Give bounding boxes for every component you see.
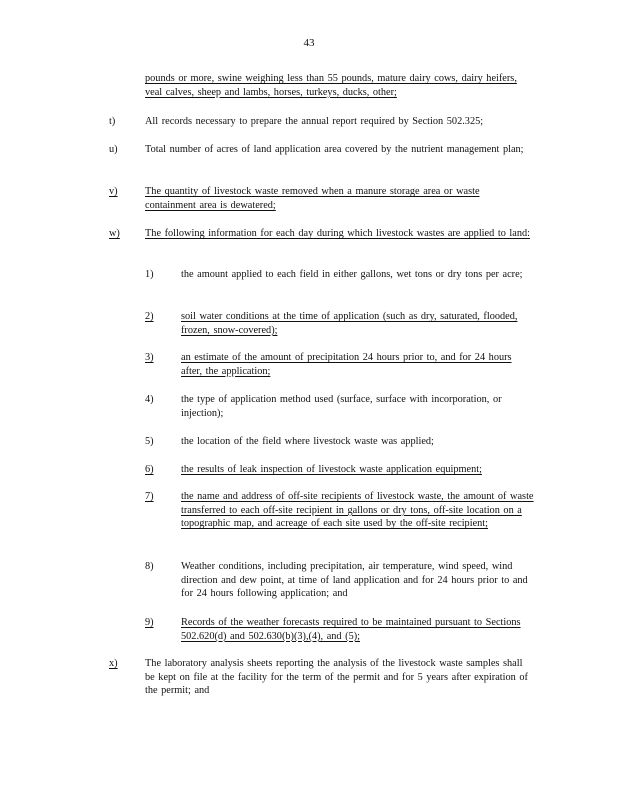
subitem-1-label: 1)	[145, 269, 154, 280]
item-v-text: The quantity of livestock waste removed when a manure storage area or waste containment area is dewatered;	[145, 186, 480, 211]
page-number: 43	[303, 37, 315, 49]
subitem-3-label: 3)	[145, 352, 154, 363]
subitem-9-label: 9)	[145, 617, 154, 628]
subitem-1-text: the amount applied to each field in either gallons, wet tons or dry tons per acre;	[181, 269, 523, 280]
subitem-8-label: 8)	[145, 561, 154, 572]
subitem-4-label: 4)	[145, 394, 154, 405]
subitem-5-text: the location of the field where livestock waste was applied;	[181, 436, 434, 447]
continuation-text: pounds or more, swine weighing less than 55 pounds, mature dairy cows, dairy heifers, veal calves, sheep and lambs, horses, turkeys, ducks, other;	[145, 73, 517, 98]
subitem-3-text: an estimate of the amount of precipitation 24 hours prior to, and for 24 hours after, the application;	[181, 352, 512, 377]
subitem-4-text: the type of application method used (surface, surface with incorporation, or injection);	[181, 394, 502, 419]
item-u-text: Total number of acres of land application area covered by the nutrient management plan;	[145, 144, 524, 155]
subitem-2-label: 2)	[145, 311, 154, 322]
subitem-6-text: the results of leak inspection of livestock waste application equipment;	[181, 464, 482, 475]
item-x-text: The laboratory analysis sheets reporting the analysis of the livestock waste samples shall be kept on file at the facility for the term of the permit and for 5 years after expiration of the permit; and	[145, 658, 528, 697]
item-u-label: u)	[109, 144, 118, 155]
subitem-6-label: 6)	[145, 464, 154, 475]
subitem-5-label: 5)	[145, 436, 154, 447]
item-t-label: t)	[109, 116, 116, 127]
subitem-9-text: Records of the weather forecasts required to be maintained pursuant to Sections 502.620(d) and 502.630(b)(3),(4), and (5);	[181, 617, 521, 642]
item-w-label: w)	[109, 228, 120, 239]
subitem-7-text: the name and address of off-site recipients of livestock waste, the amount of waste transferred to each off-site recipient in gallons or dry tons, off-site location on a topographic map, and acreage of each site used by the off-site recipient;	[181, 491, 534, 530]
item-t-text: All records necessary to prepare the annual report required by Section 502.325;	[145, 116, 484, 127]
subitem-2-text: soil water conditions at the time of application (such as dry, saturated, flooded, frozen, snow-covered);	[181, 311, 518, 336]
item-w-text: The following information for each day during which livestock wastes are applied to land:	[145, 228, 531, 239]
item-x-label: x)	[109, 658, 118, 669]
subitem-7-label: 7)	[145, 491, 154, 502]
item-v-label: v)	[109, 186, 118, 197]
subitem-8-text: Weather conditions, including precipitation, air temperature, wind speed, wind direction and dew point, at time of land application and for 24 hours prior to and for 24 hours following application; and	[181, 561, 528, 600]
